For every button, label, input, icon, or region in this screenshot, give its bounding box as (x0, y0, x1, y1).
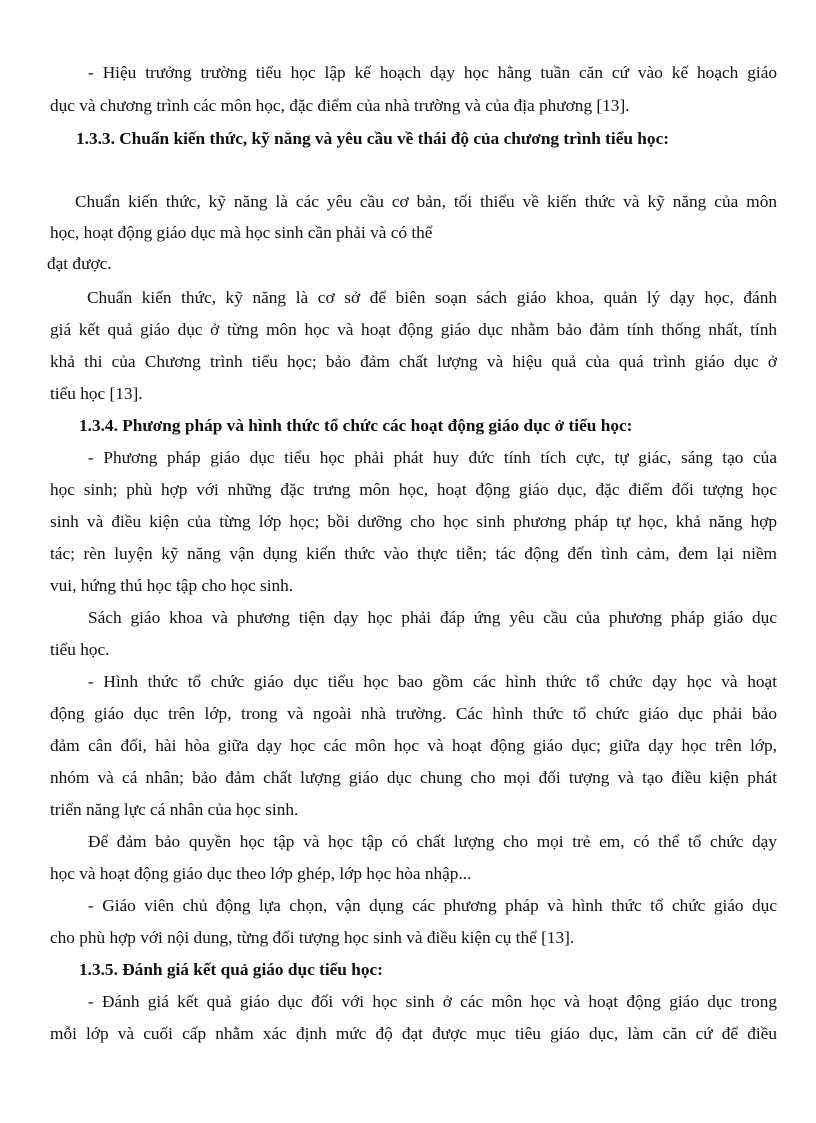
section-heading-1-3-5: 1.3.5. Đánh giá kết quả giáo dục tiểu học: (79, 960, 383, 979)
paragraph-line: cho phù hợp với nội dung, từng đối tượng học sinh và điều kiện cụ thể [13]. (50, 928, 575, 947)
paragraph-line: học và hoạt động giáo dục theo lớp ghép, lớp học hòa nhập... (50, 864, 472, 883)
paragraph-line: Sách giáo khoa và phương tiện dạy học phải đáp ứng yêu cầu của phương pháp giáo dục (88, 608, 777, 627)
paragraph-line: dục và chương trình các môn học, đặc điểm của nhà trường và của địa phương [13]. (50, 96, 630, 115)
paragraph-line: tiểu học [13]. (50, 384, 143, 403)
paragraph-line: - Hiệu trưởng trường tiểu học lập kế hoạch dạy học hằng tuần căn cứ vào kế hoạch giáo (88, 63, 777, 82)
paragraph-line: vui, hứng thú học tập cho học sinh. (50, 576, 294, 595)
paragraph-line: khả thi của Chương trình tiểu học; bảo đảm chất lượng và hiệu quả của quá trình giáo dục ở (50, 352, 777, 371)
paragraph-line: - Đánh giá kết quả giáo dục đối với học sinh ở các môn học và hoạt động giáo dục trong (88, 992, 777, 1011)
paragraph-line: mỗi lớp và cuối cấp nhằm xác định mức độ đạt được mục tiêu giáo dục, làm căn cứ để điều (50, 1024, 777, 1043)
paragraph-line: tiểu học. (50, 640, 110, 659)
paragraph-line: - Phương pháp giáo dục tiểu học phải phát huy đức tính tích cực, tự giác, sáng tạo của (88, 448, 777, 467)
paragraph-line: Để đảm bảo quyền học tập và học tập có chất lượng cho mọi trẻ em, có thể tổ chức dạy (88, 832, 777, 851)
paragraph-line: giá kết quả giáo dục ở từng môn học và hoạt động giáo dục nhằm bảo đảm tính thống nhất, tính (50, 320, 777, 339)
paragraph-line: động giáo dục trên lớp, trong và ngoài nhà trường. Các hình thức tổ chức giáo dục phải bảo (50, 704, 777, 723)
paragraph-line: nhóm và cá nhân; bảo đảm chất lượng giáo dục chung cho mọi đối tượng và tạo điều kiện phát (50, 768, 777, 787)
section-heading-1-3-4: 1.3.4. Phương pháp và hình thức tổ chức các hoạt động giáo dục ở tiểu học: (79, 416, 633, 435)
paragraph-line: đảm cân đối, hài hòa giữa dạy học các môn học và hoạt động giáo dục; giữa dạy học trên lớp, (50, 736, 777, 755)
paragraph-line: Chuẩn kiến thức, kỹ năng là các yêu cầu cơ bản, tối thiểu về kiến thức và kỹ năng của môn (75, 192, 777, 211)
paragraph-line: - Giáo viên chủ động lựa chọn, vận dụng các phương pháp và hình thức tổ chức giáo dục (88, 896, 777, 915)
paragraph-line: triển năng lực cá nhân của học sinh. (50, 800, 299, 819)
paragraph-line: Chuẩn kiến thức, kỹ năng là cơ sở để biên soạn sách giáo khoa, quản lý dạy học, đánh (87, 288, 777, 307)
paragraph-line: đạt được. (47, 254, 112, 273)
section-heading-1-3-3: 1.3.3. Chuẩn kiến thức, kỹ năng và yêu cầu về thái độ của chương trình tiểu học: (76, 129, 669, 148)
paragraph-line: - Hình thức tổ chức giáo dục tiểu học bao gồm các hình thức tổ chức dạy học và hoạt (88, 672, 777, 691)
paragraph-line: sinh và điều kiện của từng lớp học; bồi dưỡng cho học sinh phương pháp tự học, khả năng hợp (50, 512, 777, 531)
paragraph-line: học sinh; phù hợp với những đặc trưng môn học, hoạt động giáo dục, đặc điểm đối tượng học (50, 480, 777, 499)
paragraph-line: học, hoạt động giáo dục mà học sinh cần phải và có thể (50, 223, 433, 242)
paragraph-line: tác; rèn luyện kỹ năng vận dụng kiến thức vào thực tiễn; tác động đến tình cảm, đem lại niềm (50, 544, 777, 563)
